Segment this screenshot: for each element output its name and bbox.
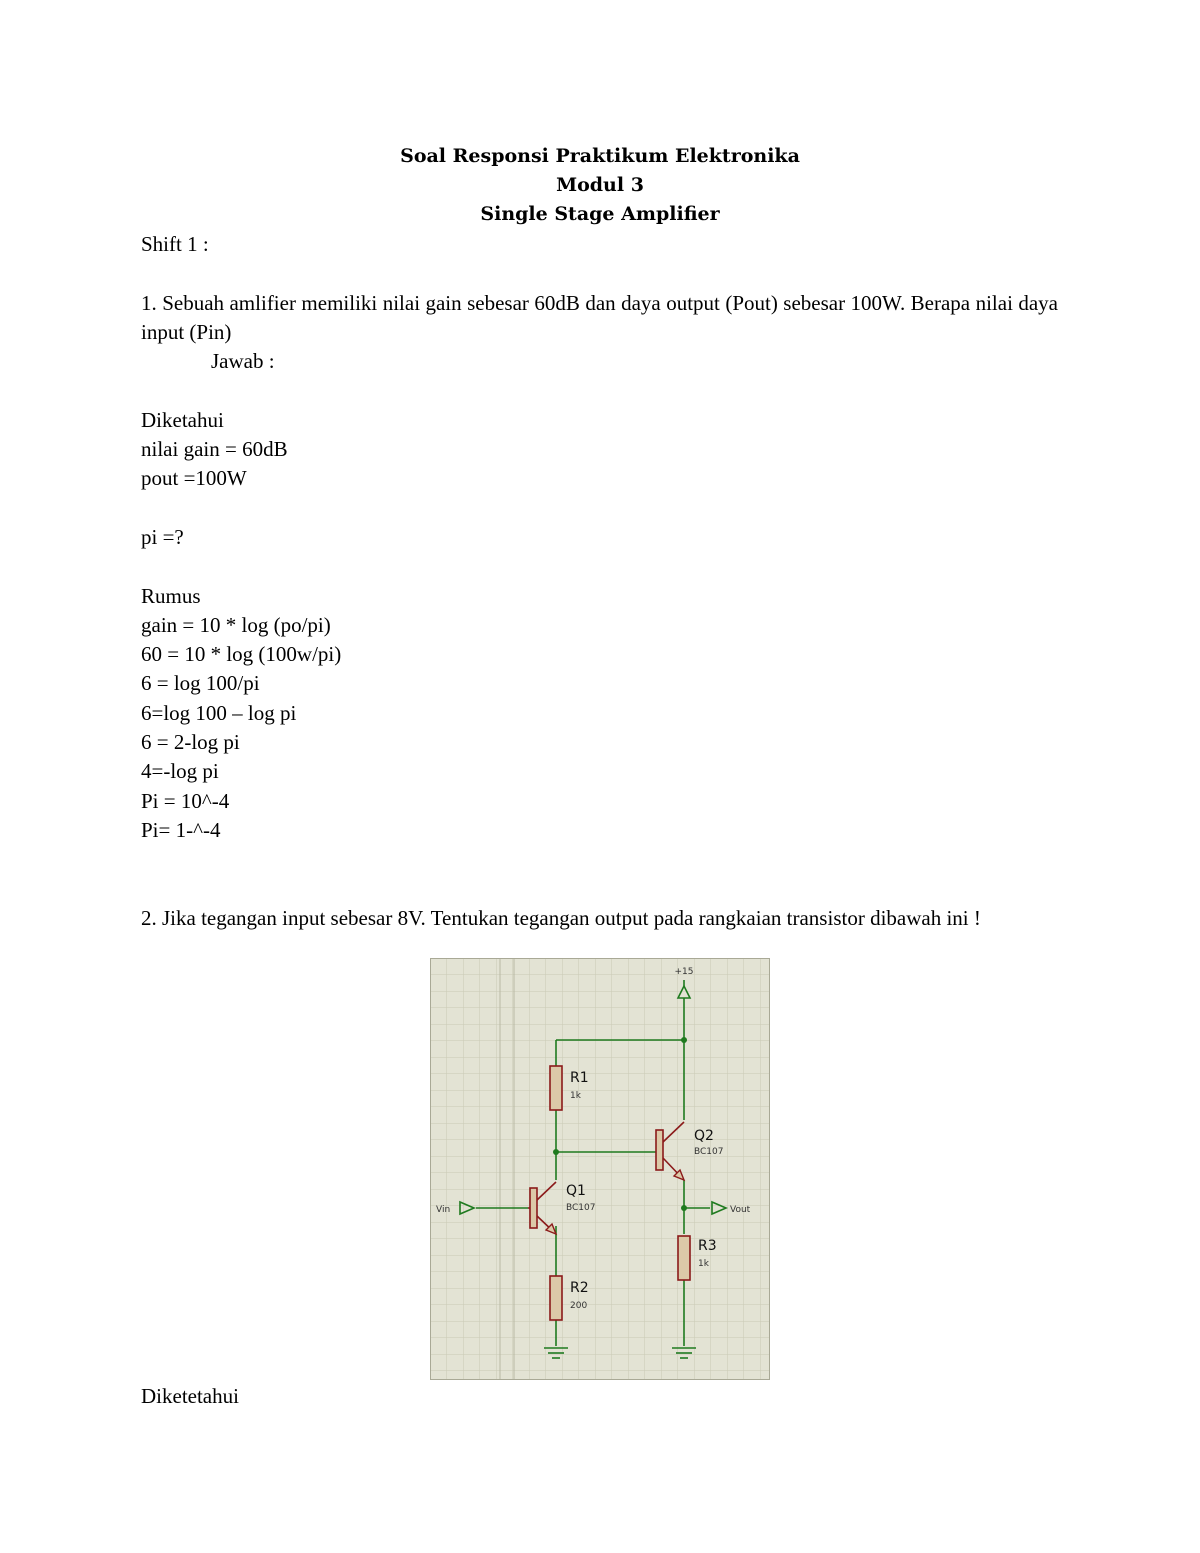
known-item: pout =100W xyxy=(141,466,247,491)
question-2-text: 2. Jika tegangan input sebesar 8V. Tentukan tegangan output pada rangkaian transistor dibawah ini ! xyxy=(141,905,981,930)
shift-label: Shift 1 : xyxy=(141,232,209,256)
answer-label: Jawab : xyxy=(211,349,275,374)
document-title: Soal Responsi Praktikum Elektronika xyxy=(400,145,800,167)
r3-value: 1k xyxy=(698,1259,709,1269)
formula-step: 6 = log 100/pi xyxy=(141,671,260,696)
formula-step: Pi= 1-^-4 xyxy=(141,817,221,842)
formula-label: Rumus xyxy=(141,583,201,608)
formula-step: 60 = 10 * log (100w/pi) xyxy=(141,642,342,667)
document-body xyxy=(141,230,1064,933)
r2-name: R2 xyxy=(570,1280,589,1296)
formula-step: 6=log 100 – log pi xyxy=(141,700,297,725)
circuit-diagram xyxy=(430,958,770,1380)
circuit-svg xyxy=(430,958,770,1380)
formula-step: 6 = 2-log pi xyxy=(141,730,240,755)
known-item: nilai gain = 60dB xyxy=(141,437,288,462)
known-label-q2: Diketetahui xyxy=(141,1384,239,1408)
r3-name: R3 xyxy=(698,1238,717,1254)
r2-value: 200 xyxy=(570,1301,588,1311)
q2-type: BC107 xyxy=(694,1147,724,1157)
unknown-item: pi =? xyxy=(141,524,184,549)
module-label: Modul 3 xyxy=(556,174,644,196)
document-subtitle: Single Stage Amplifier xyxy=(480,203,720,225)
input-label: Vin xyxy=(436,1205,451,1215)
supply-label: +15 xyxy=(674,967,694,977)
known-label: Diketahui xyxy=(141,407,224,432)
formula-step: gain = 10 * log (po/pi) xyxy=(141,612,331,637)
grid-lines xyxy=(430,958,770,1380)
question-1-text: 1. Sebuah amlifier memiliki nilai gain sebesar 60dB dan daya output (Pout) sebesar 100W. Berapa nilai daya input (Pin) xyxy=(141,290,1064,344)
formula-step: 4=-log pi xyxy=(141,759,219,784)
q1-name: Q1 xyxy=(566,1183,586,1199)
output-label: Vout xyxy=(730,1205,751,1215)
formula-step: Pi = 10^-4 xyxy=(141,788,230,813)
r1-name: R1 xyxy=(570,1070,589,1086)
r1-value: 1k xyxy=(570,1091,581,1101)
q1-type: BC107 xyxy=(566,1203,596,1213)
title-block xyxy=(0,142,1200,229)
q2-name: Q2 xyxy=(694,1128,714,1144)
